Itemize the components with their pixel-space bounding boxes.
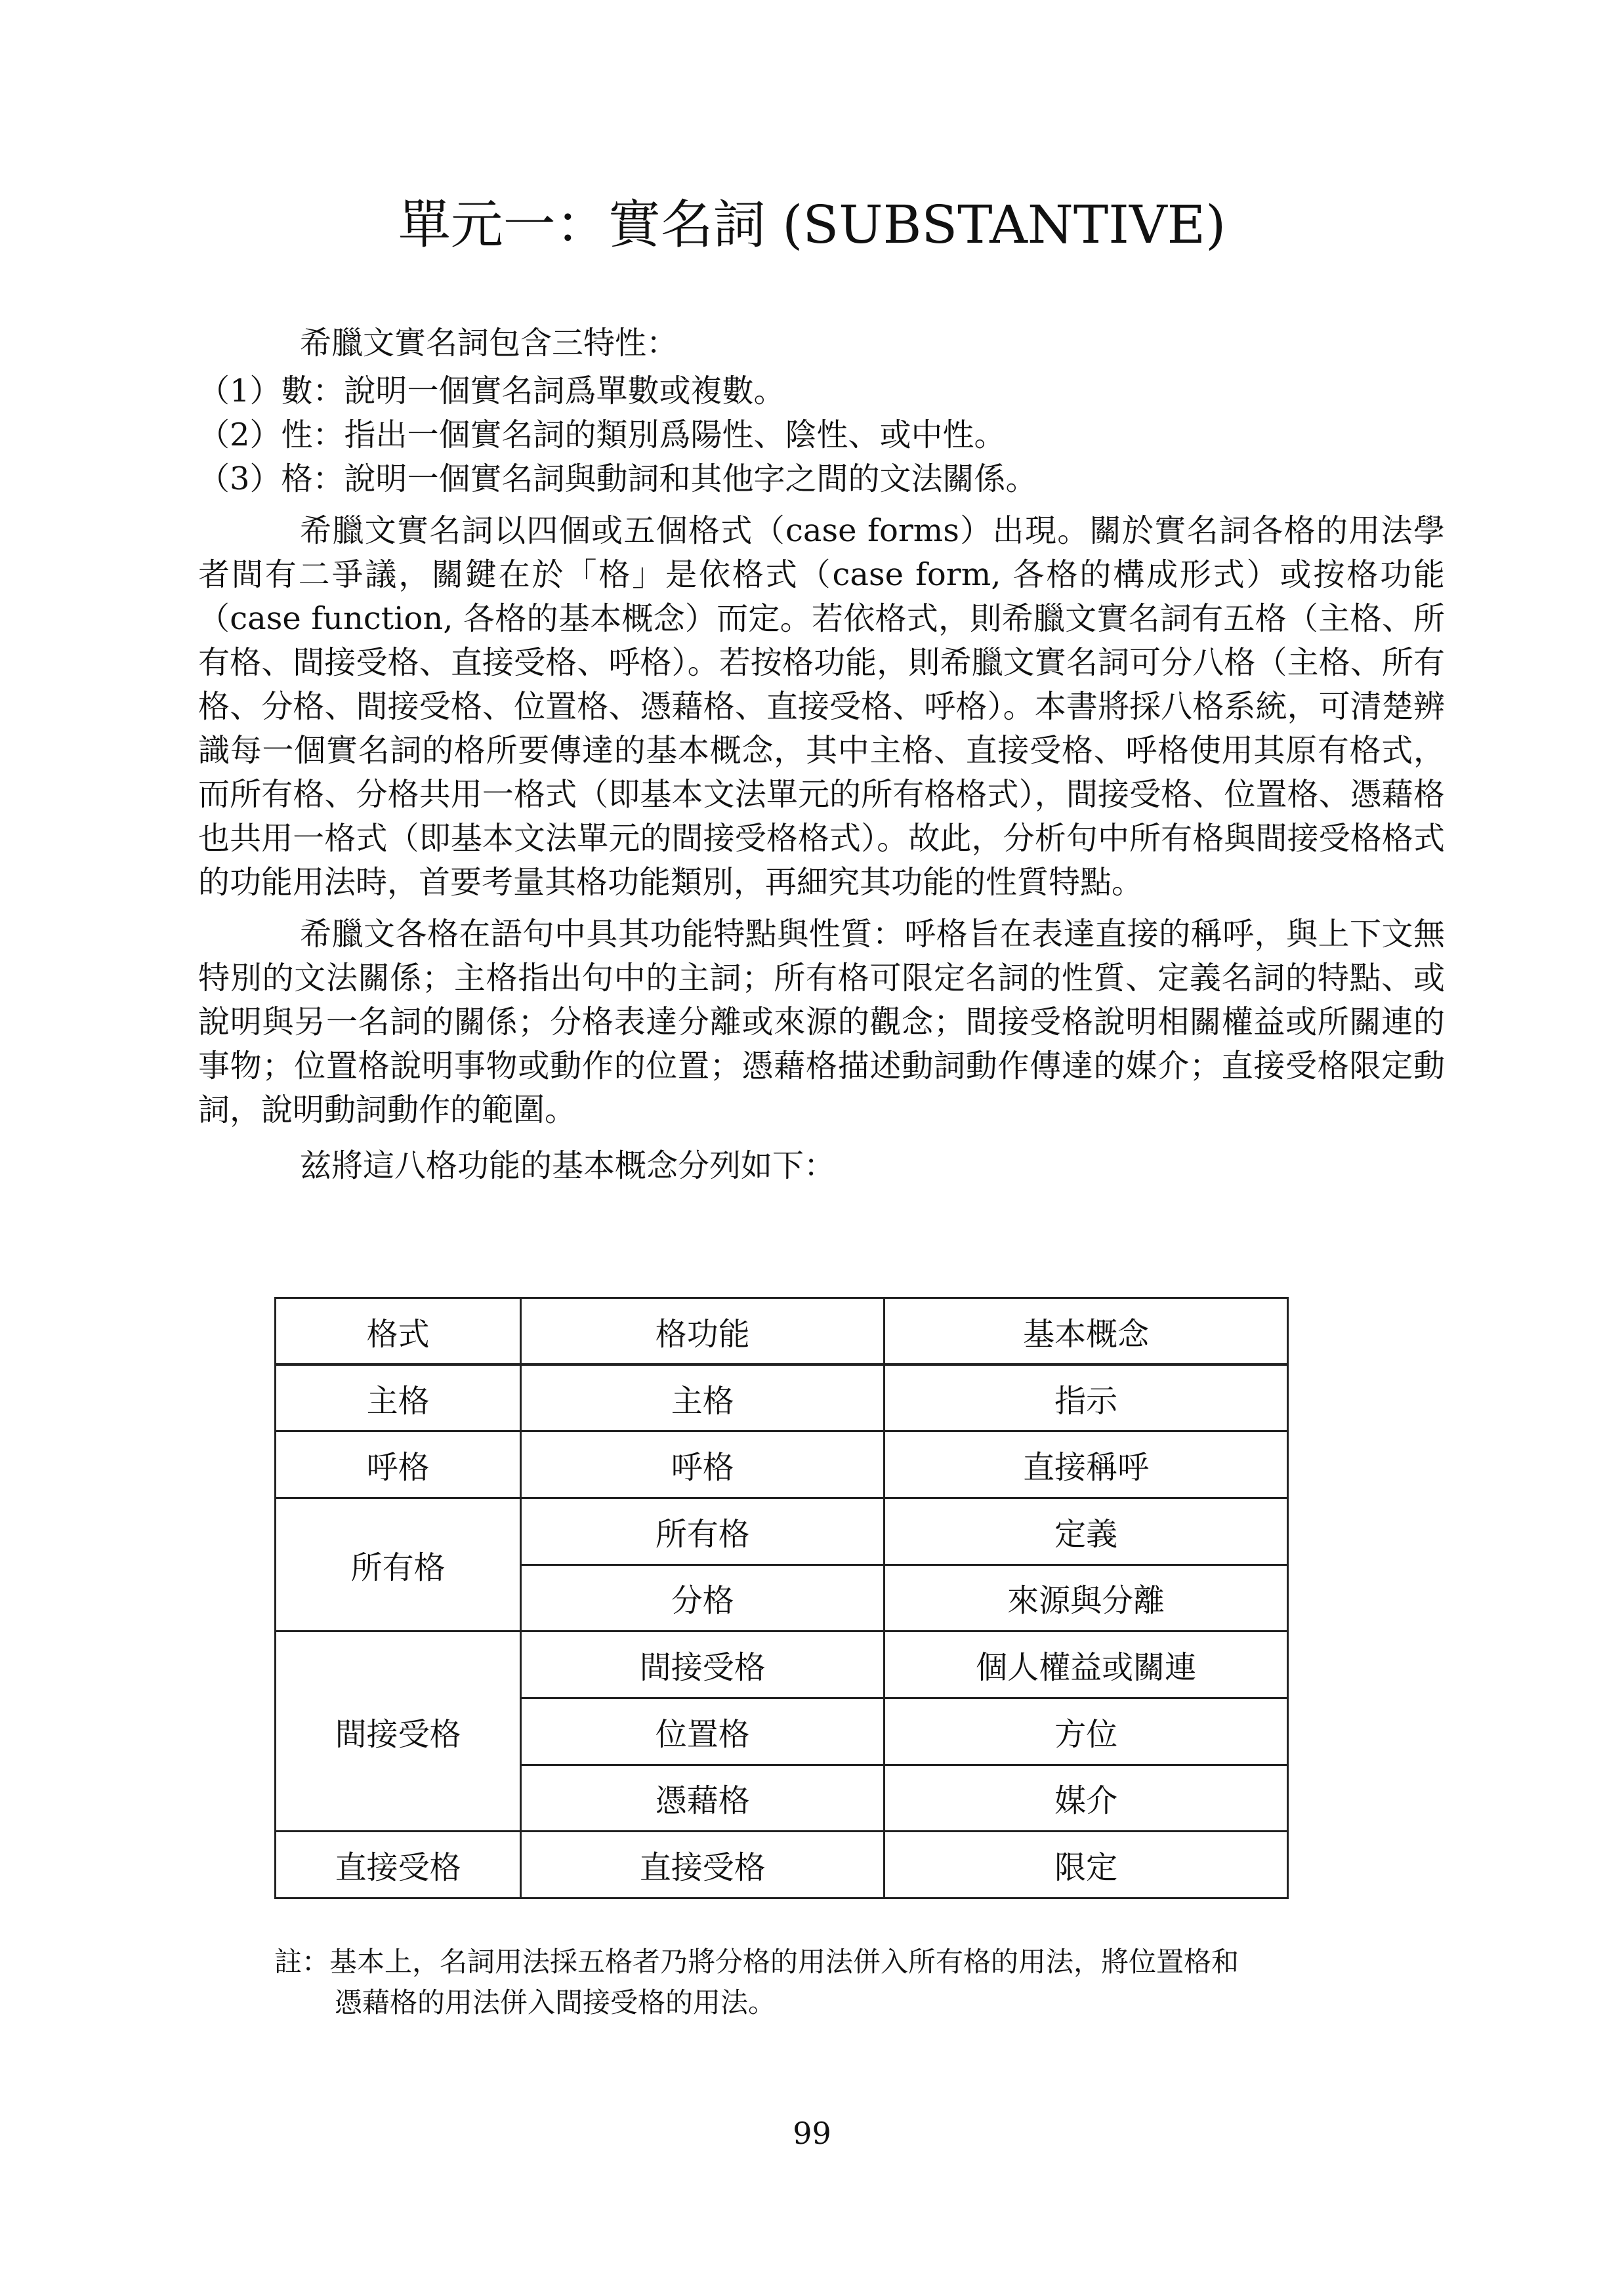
table-row	[276, 1631, 1288, 1698]
table-row	[276, 1364, 1288, 1431]
case-form-cell: 呼格	[276, 1431, 521, 1498]
concept-cell: 指示	[885, 1364, 1288, 1431]
concept-cell: 方位	[885, 1698, 1288, 1765]
case-function-cell: 所有格	[521, 1498, 885, 1565]
case-form-cell: 間接受格	[276, 1631, 521, 1832]
table-intro: 兹將這八格功能的基本概念分列如下：	[300, 1147, 836, 1184]
case-function-cell: 分格	[521, 1565, 885, 1631]
paragraph-case-systems: 希臘文實名詞以四個或五個格式（case forms）出現。關於實名詞各格的用法學者間有二爭議，關鍵在於「格」是依格式（case form, 各格的構成形式）或按格功能（case function, 各格的基本概念）而定。若依格式，則希臘文實名詞有五格（主格、所有格、間接受格、直接受格、呼格）。若按格功能，則希臘文實名詞可分八格（主格、所有格、分格、間接受格、位置格、憑藉格、直接受格、呼格）。本書將採八格系統，可清楚辨識每一個實名詞的格所要傳達的基本概念，其中主格、直接受格、呼格使用其原有格式，而所有格、分格共用一格式（即基本文法單元的所有格格式），間接受格、位置格、憑藉格也共用一格式（即基本文法單元的間接受格格式）。故此，分析句中所有格與間接受格格式的功能用法時，首要考量其格功能類別，再細究其功能的性質特點。	[198, 512, 1445, 901]
table-row	[276, 1431, 1288, 1498]
case-function-cell: 直接受格	[521, 1832, 885, 1898]
case-form-cell: 所有格	[276, 1498, 521, 1631]
case-function-cell: 間接受格	[521, 1631, 885, 1698]
paragraph-case-functions: 希臘文各格在語句中具其功能特點與性質：呼格旨在表達直接的稱呼，與上下文無特別的文法關係；主格指出句中的主詞；所有格可限定名詞的性質、定義名詞的特點、或說明與另一名詞的關係；分格表達分離或來源的觀念；間接受格說明相關權益或所關連的事物；位置格說明事物或動作的位置；憑藉格描述動詞動作傳達的媒介；直接受格限定動詞，說明動詞動作的範圍。	[198, 916, 1445, 1128]
page-title: 單元一：實名詞 (SUBSTANTIVE)	[398, 194, 1226, 255]
case-function-cell: 憑藉格	[521, 1765, 885, 1832]
property-item-number: （1）數：說明一個實名詞爲單數或複數。	[198, 373, 785, 409]
concept-cell: 直接稱呼	[885, 1431, 1288, 1498]
footnote-line: 註：基本上，名詞用法採五格者乃將分格的用法併入所有格的用法，將位置格和	[274, 1946, 1239, 1978]
case-form-cell: 主格	[276, 1364, 521, 1431]
case-function-table	[274, 1297, 1289, 1899]
footnote-line: 憑藉格的用法併入間接受格的用法。	[335, 1986, 776, 2019]
concept-cell: 個人權益或關連	[885, 1631, 1288, 1698]
body-text	[198, 321, 1445, 1188]
header-case-function: 格功能	[521, 1298, 885, 1365]
table-header-row	[276, 1298, 1288, 1365]
footnote	[274, 1942, 1390, 2023]
case-function-cell: 呼格	[521, 1431, 885, 1498]
page-number: 99	[793, 2116, 831, 2151]
concept-cell: 媒介	[885, 1765, 1288, 1832]
concept-cell: 限定	[885, 1832, 1288, 1898]
case-function-cell: 主格	[521, 1364, 885, 1431]
case-function-cell: 位置格	[521, 1698, 885, 1765]
concept-cell: 定義	[885, 1498, 1288, 1565]
header-basic-concept: 基本概念	[885, 1298, 1288, 1365]
intro-paragraph: 希臘文實名詞包含三特性：	[300, 325, 678, 361]
table-row	[276, 1832, 1288, 1898]
case-form-cell: 直接受格	[276, 1832, 521, 1898]
concept-cell: 來源與分離	[885, 1565, 1288, 1631]
table-row	[276, 1498, 1288, 1565]
property-item-case: （3）格：說明一個實名詞與動詞和其他字之間的文法關係。	[198, 461, 1037, 497]
header-case-form: 格式	[276, 1298, 521, 1365]
property-item-gender: （2）性：指出一個實名詞的類別爲陽性、陰性、或中性。	[198, 417, 1006, 453]
